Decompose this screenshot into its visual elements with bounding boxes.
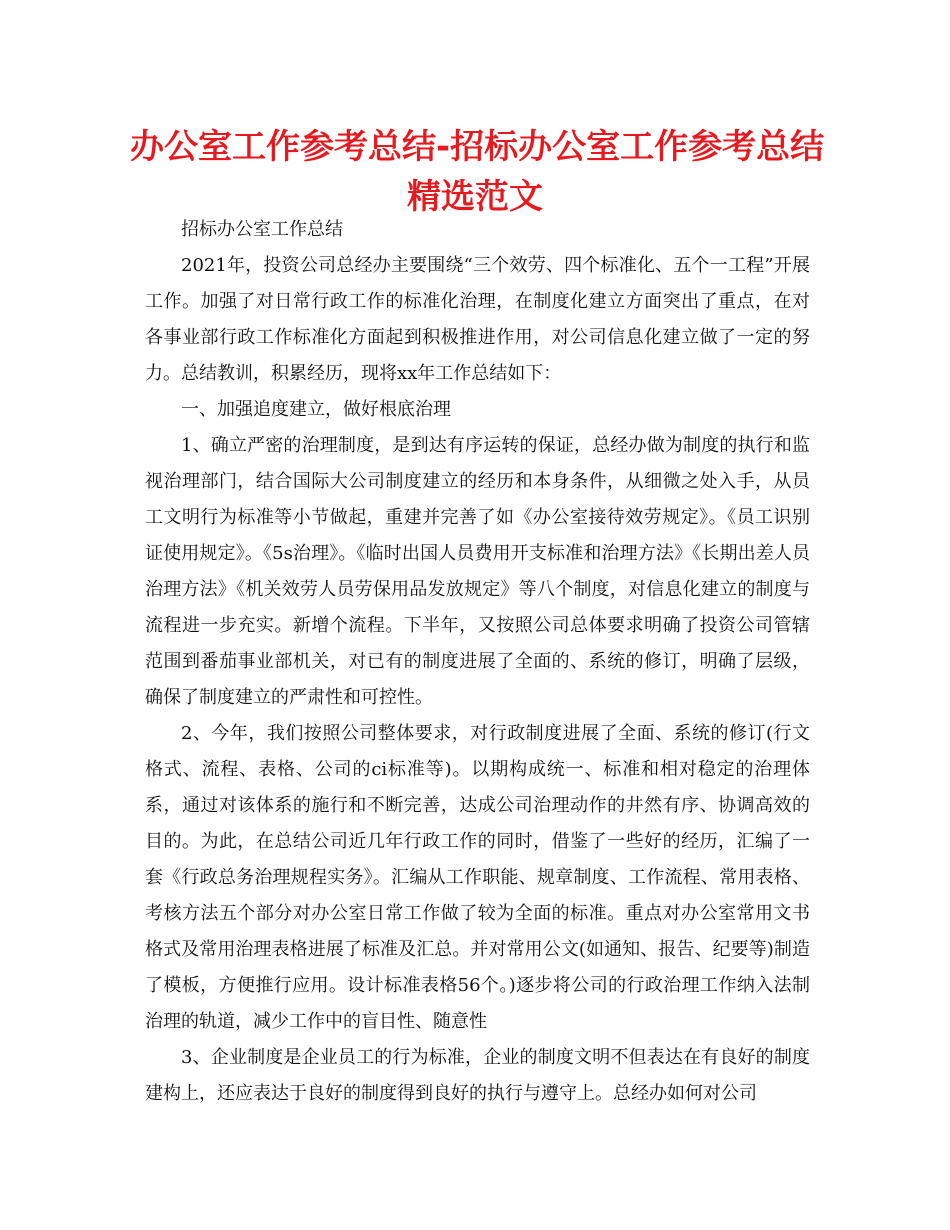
- section-heading-1: 一、加强追度建立，做好根底治理: [181, 399, 451, 420]
- document-body: [145, 212, 810, 1112]
- item-paragraph-3: 3、企业制度是企业员工的行为标准，企业的制度文明不但表达在有良好的制度建构上，还应表达于良好的制度得到良好的执行与遵守上。总经办如何对公司: [145, 1047, 810, 1104]
- document-title: [130, 122, 825, 222]
- item-paragraph-1: 1、确立严密的治理制度，是到达有序运转的保证，总经办做为制度的执行和监视治理部门，结合国际大公司制度建立的经历和本身条件，从细微之处入手，从员工文明行为标准等小节做起，重建并完善了如《办公室接待效劳规定》。《员工识别证使用规定》。《5s治理》。《临时出国人员费用开支标准和治理方法》《长期出差人员治理方法》《机关效劳人员劳保用品发放规定》等八个制度，对信息化建立的制度与流程进一步充实。新增个流程。下半年，又按照公司总体要求明确了投资公司管辖范围到番茄事业部机关，对已有的制度进展了全面的、系统的修订，明确了层级，确保了制度建立的严肃性和可控性。: [145, 435, 810, 708]
- intro-paragraph: 2021年，投资公司总经办主要围绕“三个效劳、四个标准化、五个一工程”开展工作。加强了对日常行政工作的标准化治理，在制度化建立方面突出了重点，在对各事业部行政工作标准化方面起到积极推进作用，对公司信息化建立做了一定的努力。总结教训，积累经历，现将xx年工作总结如下：: [145, 255, 810, 384]
- subtitle-paragraph: 招标办公室工作总结: [181, 219, 343, 240]
- title-line-2: 精选范文: [407, 177, 543, 217]
- title-line-1: 办公室工作参考总结-招标办公室工作参考总结: [130, 127, 825, 167]
- item-paragraph-2: 2、今年，我们按照公司整体要求，对行政制度进展了全面、系统的修订(行文格式、流程、表格、公司的ci标准等)。以期构成统一、标准和相对稳定的治理体系，通过对该体系的施行和不断完善，达成公司治理动作的井然有序、协调高效的目的。为此，在总结公司近几年行政工作的同时，借鉴了一些好的经历，汇编了一套《行政总务治理规程实务》。汇编从工作职能、规章制度、工作流程、常用表格、考核方法五个部分对办公室日常工作做了较为全面的标准。重点对办公室常用文书格式及常用治理表格进展了标准及汇总。并对常用公文(如通知、报告、纪要等)制造了模板，方便推行应用。设计标准表格56个。)逐步将公司的行政治理工作纳入法制治理的轨道，减少工作中的盲目性、随意性: [145, 723, 810, 1032]
